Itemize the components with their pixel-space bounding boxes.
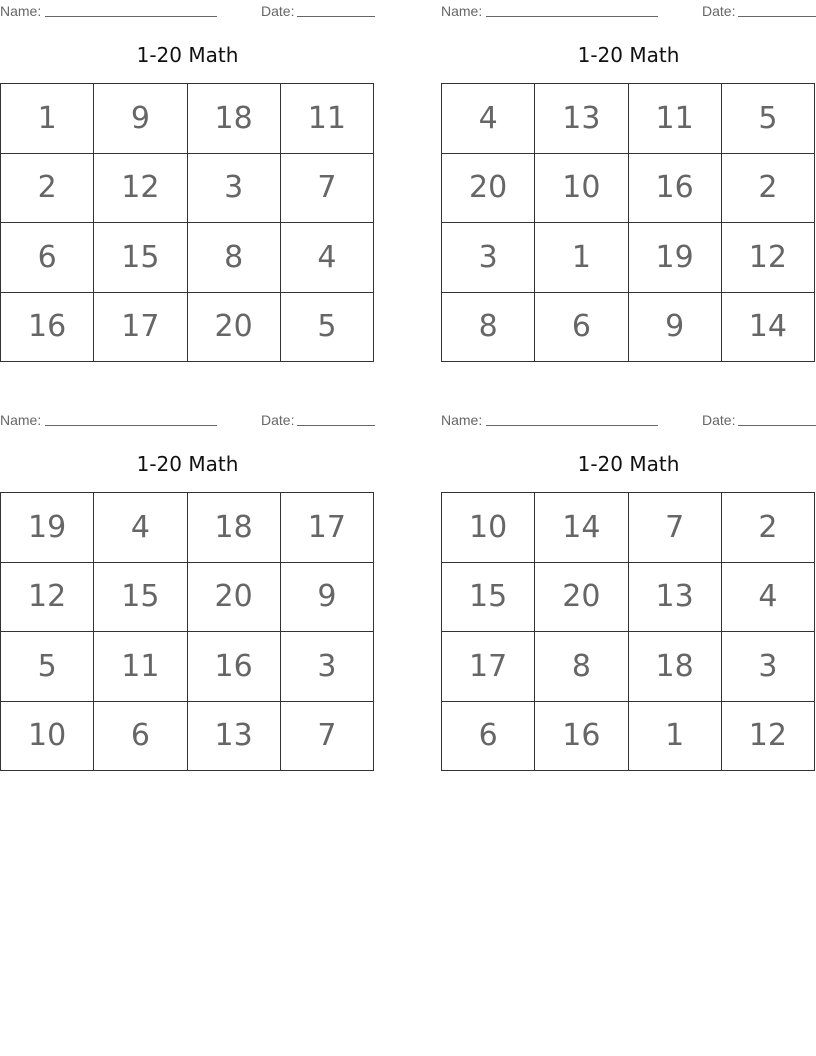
- grid-cell: 6: [442, 702, 535, 772]
- grid-cell: 20: [188, 293, 281, 363]
- grid-cell: 4: [94, 493, 187, 563]
- date-field-line[interactable]: [738, 16, 816, 17]
- name-field-line[interactable]: [45, 425, 217, 426]
- grid-cell: 9: [94, 84, 187, 154]
- grid-cell: 16: [1, 293, 94, 363]
- grid-cell: 11: [94, 632, 187, 702]
- grid-cell: 9: [629, 293, 722, 363]
- date-field-line[interactable]: [297, 16, 375, 17]
- grid-cell: 10: [1, 702, 94, 772]
- grid-cell: 5: [722, 84, 815, 154]
- grid-cell: 6: [1, 223, 94, 293]
- grid-cell: 16: [188, 632, 281, 702]
- grid-cell: 13: [188, 702, 281, 772]
- grid-cell: 15: [94, 563, 187, 633]
- grid-cell: 8: [442, 293, 535, 363]
- grid-cell: 20: [535, 563, 628, 633]
- grid-cell: 2: [722, 154, 815, 224]
- grid-cell: 12: [722, 223, 815, 293]
- grid-cell: 12: [1, 563, 94, 633]
- grid-cell: 16: [535, 702, 628, 772]
- grid-cell: 20: [188, 563, 281, 633]
- date-label: Date:: [261, 3, 295, 19]
- grid-cell: 7: [629, 493, 722, 563]
- grid-cell: 3: [722, 632, 815, 702]
- grid-cell: 20: [442, 154, 535, 224]
- card-title: 1-20 Math: [136, 43, 239, 67]
- grid-cell: 5: [281, 293, 374, 363]
- grid-cell: 15: [442, 563, 535, 633]
- grid-cell: 19: [629, 223, 722, 293]
- grid-cell: 7: [281, 154, 374, 224]
- date-label: Date:: [702, 412, 736, 428]
- grid-cell: 18: [188, 84, 281, 154]
- grid-cell: 6: [94, 702, 187, 772]
- date-label: Date:: [702, 3, 736, 19]
- grid-cell: 3: [188, 154, 281, 224]
- grid-cell: 4: [281, 223, 374, 293]
- grid-cell: 2: [1, 154, 94, 224]
- grid-cell: 1: [629, 702, 722, 772]
- grid-cell: 12: [94, 154, 187, 224]
- grid-cell: 5: [1, 632, 94, 702]
- grid-cell: 3: [281, 632, 374, 702]
- grid-cell: 12: [722, 702, 815, 772]
- grid-cell: 6: [535, 293, 628, 363]
- name-label: Name:: [0, 3, 42, 19]
- date-field-line[interactable]: [738, 425, 816, 426]
- number-grid: [441, 492, 815, 771]
- number-grid: [441, 83, 815, 362]
- grid-cell: 14: [722, 293, 815, 363]
- grid-cell: 2: [722, 493, 815, 563]
- grid-cell: 4: [442, 84, 535, 154]
- grid-cell: 7: [281, 702, 374, 772]
- grid-cell: 13: [629, 563, 722, 633]
- name-field-line[interactable]: [486, 425, 658, 426]
- grid-cell: 9: [281, 563, 374, 633]
- grid-cell: 18: [629, 632, 722, 702]
- card-title: 1-20 Math: [136, 452, 239, 476]
- grid-cell: 1: [535, 223, 628, 293]
- grid-cell: 8: [188, 223, 281, 293]
- name-label: Name:: [441, 3, 483, 19]
- grid-cell: 19: [1, 493, 94, 563]
- grid-cell: 11: [629, 84, 722, 154]
- name-label: Name:: [0, 412, 42, 428]
- date-field-line[interactable]: [297, 425, 375, 426]
- grid-cell: 13: [535, 84, 628, 154]
- math-card: [441, 409, 816, 774]
- grid-cell: 15: [94, 223, 187, 293]
- grid-cell: 3: [442, 223, 535, 293]
- grid-cell: 8: [535, 632, 628, 702]
- grid-cell: 10: [535, 154, 628, 224]
- grid-cell: 4: [722, 563, 815, 633]
- grid-cell: 17: [442, 632, 535, 702]
- number-grid: [0, 492, 374, 771]
- grid-cell: 14: [535, 493, 628, 563]
- name-field-line[interactable]: [486, 16, 658, 17]
- card-title: 1-20 Math: [577, 43, 680, 67]
- grid-cell: 17: [94, 293, 187, 363]
- grid-cell: 10: [442, 493, 535, 563]
- grid-cell: 18: [188, 493, 281, 563]
- grid-cell: 17: [281, 493, 374, 563]
- grid-cell: 1: [1, 84, 94, 154]
- math-card: [441, 0, 816, 365]
- number-grid: [0, 83, 374, 362]
- date-label: Date:: [261, 412, 295, 428]
- grid-cell: 16: [629, 154, 722, 224]
- math-card: [0, 409, 375, 774]
- name-label: Name:: [441, 412, 483, 428]
- grid-cell: 11: [281, 84, 374, 154]
- name-field-line[interactable]: [45, 16, 217, 17]
- math-card: [0, 0, 375, 365]
- card-title: 1-20 Math: [577, 452, 680, 476]
